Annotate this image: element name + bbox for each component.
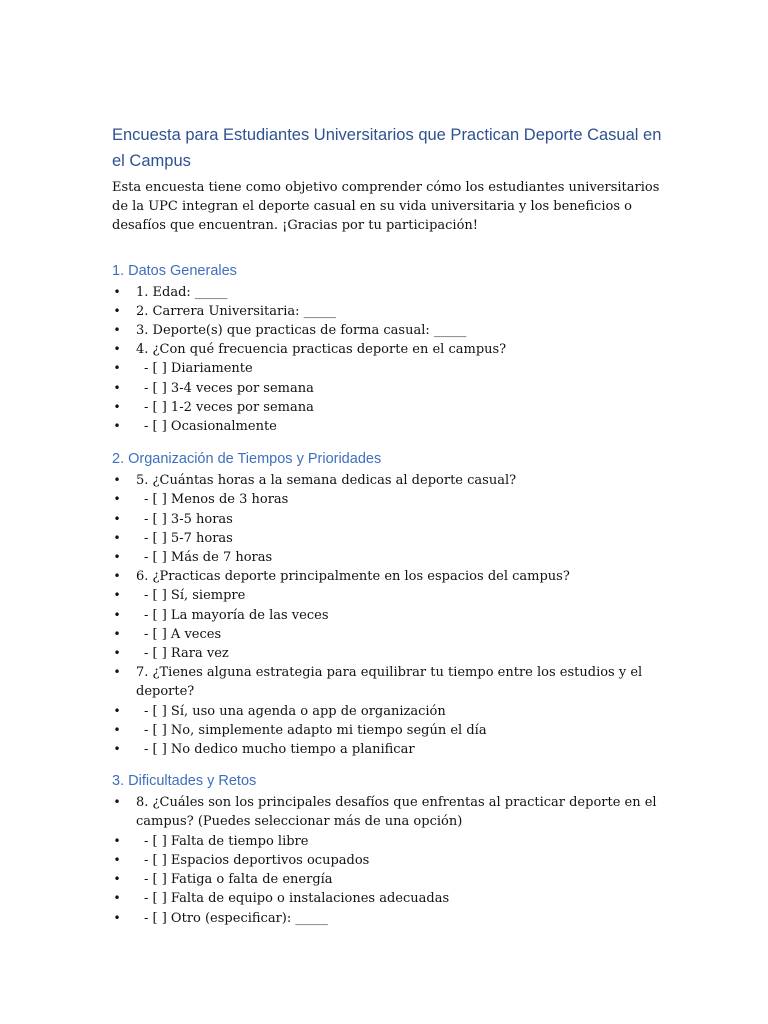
question-text: 2. Carrera Universitaria: _____ (136, 303, 337, 319)
answer-option (112, 889, 672, 908)
answer-option (112, 625, 672, 644)
answer-option-text: - [ ] Rara vez (144, 646, 229, 662)
answer-option-text: - [ ] Más de 7 horas (144, 550, 273, 566)
question-item (112, 340, 672, 359)
answer-option (112, 586, 672, 605)
document-title: Encuesta para Estudiantes Universitarios que Practican Deporte Casual en el Campus (112, 126, 662, 170)
document-body (112, 122, 672, 928)
question-item (112, 793, 672, 831)
answer-option (112, 832, 672, 851)
bullet-icon: • (113, 852, 121, 867)
question-text: 5. ¿Cuántas horas a la semana dedicas al deporte casual? (136, 473, 517, 489)
bullet-icon: • (113, 891, 121, 906)
answer-option-text: - [ ] Fatiga o falta de energía (144, 872, 333, 888)
bullet-icon: • (113, 419, 121, 434)
question-item (112, 567, 672, 586)
bullet-icon: • (113, 511, 121, 526)
answer-option-text: - [ ] Espacios deportivos ocupados (144, 852, 370, 868)
answer-option (112, 870, 672, 889)
bullet-icon: • (113, 872, 121, 887)
bullet-icon: • (113, 361, 121, 376)
section-heading-organizacion: 2. Organización de Tiempos y Prioridades (112, 451, 382, 468)
question-text: 1. Edad: _____ (136, 284, 228, 300)
question-item (112, 302, 672, 321)
question-text: 6. ¿Practicas deporte principalmente en los espacios del campus? (136, 569, 570, 585)
answer-option-text: - [ ] Diariamente (144, 361, 253, 377)
bullet-icon: • (113, 646, 121, 661)
answer-option (112, 644, 672, 663)
answer-option (112, 529, 672, 548)
bullet-icon: • (113, 722, 121, 737)
answer-option-text: - [ ] La mayoría de las veces (144, 607, 329, 623)
answer-option (112, 490, 672, 509)
answer-option (112, 379, 672, 398)
question-item (112, 471, 672, 490)
bullet-icon: • (113, 473, 121, 488)
bullet-icon: • (113, 399, 121, 414)
answer-option-text: - [ ] 3-4 veces por semana (144, 380, 314, 396)
answer-option (112, 702, 672, 721)
answer-option-text: - [ ] 1-2 veces por semana (144, 399, 314, 415)
bullet-icon: • (113, 323, 121, 338)
answer-option (112, 510, 672, 529)
bullet-icon: • (113, 910, 121, 925)
question-item (112, 321, 672, 340)
bullet-icon: • (113, 833, 121, 848)
answer-option (112, 359, 672, 378)
section-heading-dificultades: 3. Dificultades y Retos (112, 773, 257, 790)
bullet-icon: • (113, 492, 121, 507)
bullet-icon: • (113, 665, 121, 680)
answer-option-text: - [ ] Sí, uso una agenda o app de organización (144, 703, 446, 719)
bullet-icon: • (113, 703, 121, 718)
bullet-icon: • (113, 303, 121, 318)
bullet-icon: • (113, 380, 121, 395)
answer-option-text: - [ ] 3-5 horas (144, 511, 233, 527)
answer-option-text: - [ ] Sí, siempre (144, 588, 246, 604)
answer-option (112, 740, 672, 759)
answer-option (112, 721, 672, 740)
bullet-icon: • (113, 588, 121, 603)
answer-option-text: - [ ] No dedico mucho tiempo a planificar (144, 742, 415, 758)
answer-option-text: - [ ] No, simplemente adapto mi tiempo según el día (144, 722, 487, 738)
question-text: 8. ¿Cuáles son los principales desafíos que enfrentas al practicar deporte en el campus? (Puedes seleccionar más de una opción) (136, 795, 657, 830)
answer-option (112, 398, 672, 417)
answer-option-text: - [ ] Otro (especificar): _____ (144, 910, 328, 926)
intro-paragraph: Esta encuesta tiene como objetivo comprender cómo los estudiantes universitarios de la UPC integran el deporte casual en su vida universitaria y los beneficios o desafíos que encuentran. ¡Gracias por tu participación! (112, 180, 660, 234)
answer-option (112, 606, 672, 625)
bullet-icon: • (113, 530, 121, 545)
section-heading-datos-generales: 1. Datos Generales (112, 262, 237, 279)
question-text: 3. Deporte(s) que practicas de forma casual: _____ (136, 323, 467, 339)
bullet-icon: • (113, 626, 121, 641)
answer-option (112, 417, 672, 436)
bullet-icon: • (113, 742, 121, 757)
bullet-icon: • (113, 607, 121, 622)
question-item (112, 283, 672, 302)
section-list-dificultades (112, 793, 672, 927)
section-list-datos-generales (112, 283, 672, 437)
question-text: 4. ¿Con qué frecuencia practicas deporte en el campus? (136, 342, 507, 358)
answer-option-text: - [ ] A veces (144, 626, 222, 642)
bullet-icon: • (113, 569, 121, 584)
answer-option-text: - [ ] Falta de tiempo libre (144, 833, 309, 849)
bullet-icon: • (113, 284, 121, 299)
section-list-organizacion (112, 471, 672, 759)
question-text: 7. ¿Tienes alguna estrategia para equilibrar tu tiempo entre los estudios y el deporte? (136, 665, 643, 700)
bullet-icon: • (113, 795, 121, 810)
answer-option-text: - [ ] 5-7 horas (144, 530, 233, 546)
answer-option (112, 851, 672, 870)
answer-option-text: - [ ] Falta de equipo o instalaciones adecuadas (144, 891, 450, 907)
answer-option (112, 909, 672, 928)
answer-option-text: - [ ] Menos de 3 horas (144, 492, 289, 508)
bullet-icon: • (113, 550, 121, 565)
answer-option (112, 548, 672, 567)
answer-option-text: - [ ] Ocasionalmente (144, 419, 277, 435)
question-item (112, 663, 672, 701)
bullet-icon: • (113, 342, 121, 357)
